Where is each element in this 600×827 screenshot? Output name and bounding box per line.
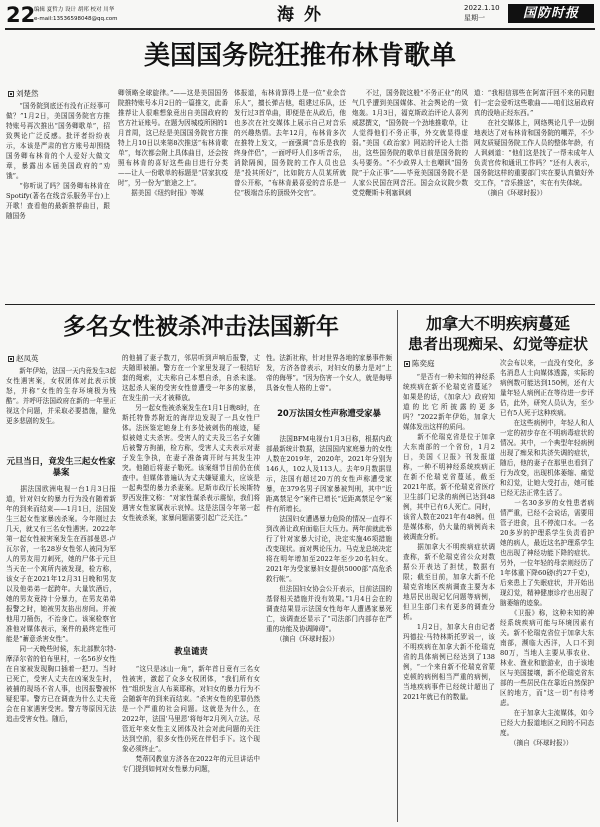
editors-email: e-mail:13536598048@qq.com xyxy=(34,16,118,22)
column-divider xyxy=(397,310,398,822)
article2-column1: 据法国欧洲电视一台1月3日报道，针对妇女的暴力行为没有随着新年的到来而结束——1月1日，法国发生三起女性家暴凶杀案。今年刚过去几天，就又有三名女性遇害。2022年第一起女性被害案发生在西部曼恩-卢瓦尔省，一名28岁女性邻人被同为军人的男友用刀刺死，她的尸体于元旦当天在一个寓所内被发现，检方称，该女子在2021年12月31日晚和男友以及他弟弟一起跨年。大量饮酒后，她的男友竟持十分暴力，在男友弟弟报警之时，她被男友掐出房间。并被他用刀捅伤，不治身亡。该案检察官准他对媒体表示，案件的最终定性可能是“蓄意杀害女性”。 同一天晚些时候，东北部默尔特-摩泽尔省的伯布里村，一名56岁女性在自家被发现胸口插着一把刀。当时已死亡，受害人丈夫在凶案发生时，被捕的现场不省人事，也因报警被怀疑犯罪。警方已在调查为什么丈夫竟会在自家遇害受害。警方等原因无法追击受害女性。随后， xyxy=(6,485,116,723)
article2-subhead-pope: 教皇谴责 xyxy=(174,646,208,656)
article2-subhead-newyear: 元旦当日，竟发生三起女性家暴案 xyxy=(6,456,116,477)
headline-canada-disease-line1: 加拿大不明疾病蔓延 xyxy=(425,314,570,333)
editors-credit: 编辑 夏哲力 设计 胡邦 校对 川华 xyxy=(34,7,115,13)
masthead-rule xyxy=(5,28,595,30)
article2-column3a: 性。法新社称，针对世界各地的家暴事件频发，方济各曾表示，对妇女的暴力是对“上帝的侮辱”。“因为伤害一个女人，就是侮辱具备女性人格的上帝”。 xyxy=(266,354,392,392)
article3-column1: “是否有一种未知的神经系统疾病在新不伦瑞克省蔓延？如果是的话，《加拿大》政府知道的比它所披露的更多吗？”2022新年伊始，加拿大媒体发出这样的质问。 新不伦瑞克省是位于加拿大东南部的一个省份，1月2日，美国《卫报》刊发报道称，一种不明神经系统疾病正在新不伦瑞克省蔓延，截至2021年底，新不伦瑞克省医疗卫生部门记录的病例已达到48例，其中已有6人死亡。同时，该省人数在2021年有48例。但是媒体称，仍大量的病例尚未被调查分析。 据加拿大不明疾病症状调查称，新不伦瑞克省公众对数据公开表达了担忧，数据有限；截至目前，加拿大新不伦瑞克省地区疾病调查主要为本地居民出现记忆问题等病例，但卫生部门未有更多的调查分析。 1月2日，加拿大自由记者玛德拉·马特林斯托罗说一，该不明疾病在加拿大新不伦瑞克省的具体病例已经达到了138例，“一个来自新不伦瑞克省蒙克顿的病例相当严重的病例，当地疾病事件已经统计超出了2021年就已有的数量。 xyxy=(403,373,495,701)
article3-column2: 次会布以来，一直没有变化，多名消息人士向媒体透露，实际的病例数可能达到150例，还有大量年轻人病例正在等待进一步评估，此外，研究人员认为，至少已有5人死于这种疾病。 在这些病例中，年轻人和人一定的初步存在不明病毒症状的情况。其中，一个典型年轻病例出现了痴呆和共济失调的症状，随后，他的妻子在那里也看到了行为改变，出现机体萎缩、痛觉和幻觉，让她大受打击，她可能已经无法正常生活了。 一名30多岁的女性患者病情严重，已经不会说话，需要用管子进食，且不停流口水。一名20多岁的护理系学生负责看护她的病人，最近这名护理系学生也出现了神经功能下降的症状。另外，一位年轻的母亲则经历了1年体重下降60磅(约27千克)，后来患上了失眠症状，并开始出现幻觉，精神健康诊疗也出现了脑萎缩的迹象。 《卫报》称，这种未知的神经系统疾病可能与环境因素有关。新不伦瑞克省位于加拿大东南部，濒临大西洋，人口不到80万，当地人主要从事农业、林业、渔业和旅游业，由于该地区与美国接壤，新不伦瑞克省东部的一些居民住在靠近自然保护区的地方，而“这一切”有待考虑。 在于加拿大主流媒体，如今已经大力报道地区之间的不同态度。 （摘自《环球时报》） xyxy=(500,359,594,747)
article2-column2b: “这只是冰山一角”，新年首日竟有三名女性被害，激起了众多女权团体，“我们所有女性”组织发言人布莱耶称，对妇女的暴力行为不会随新年的到来而结束。“杀害女性的犯罪仍然是一个严重的社会问题。这就是为什么，在2022年，法国‘马里恩’将每年2月列入立法。尽管近年来女性主义团体及社会对此问题的关注达到空前，很多女性仍死在伴侣手下。这个现象必须终止”。 梵蒂冈教皇方济各在2022年的元旦讲话中专门提到如何对女性暴力问题， xyxy=(122,665,260,773)
byline-article3 xyxy=(404,358,435,369)
newspaper-logo xyxy=(508,4,594,23)
byline-icon xyxy=(8,356,14,362)
page-number: 22 xyxy=(6,3,36,27)
newspaper-name: 国防时报 xyxy=(522,6,579,21)
byline-name: 陈奕庭 xyxy=(412,359,435,368)
article1-column5: 道：“我相信那些在阿富汗回不来的同胞们一定会爱听这些歌曲——咱们这届政府真的没啥正经东西。” 在社交媒体上，网络舆论几乎一边倒地表达了对布林肯和国务院的嘲弄，不少网友质疑国务院工作人员的整体年龄，有人讽刺道：“他们这是找了一帮未成年人负责官传和通讯工作吗？”还有人表示，国务院这样的重要部门实在要认真做好外交工作，“音乐推送”，实在有失体统。 （摘自《环球时报》） xyxy=(474,89,594,197)
byline-name: 刘楚然 xyxy=(16,89,39,98)
headline-state-dept-playlist: 美国国务院狂推布林肯歌单 xyxy=(143,41,456,71)
section-divider xyxy=(5,304,595,305)
byline-name: 赵凤英 xyxy=(16,354,39,363)
byline-icon xyxy=(404,361,410,367)
byline-icon xyxy=(8,91,14,97)
article1-column4: 不过，国务院这般“不务正业”的风气几乎遭到美国媒体、社会舆论的一致炮轰。1月3日，福克斯政治评论人喜列威瑟撰文，“国务院一个劲地推歌单，让人觉得他们不务正事，外交就显得虚弱。”美国《政治家》网站的评论人士指出，这些国务院的歌单目前是国务院的头号要务。“不少政界人士也嘲讽“国务院”于众正事”——毕竟美国国务院不是人家公民国在网音汪。国会众议院少数党党鞭斯卡利塞讽刺 xyxy=(352,89,468,197)
article2-intro: 新年伊始，法国一天内竟发生3起女性遇害案，女权团体对此表示愤怒，并称“女性的生存环境极为残酷”。并呼吁法国政府在新的一年里正视这个问题，并采取必要措施，避免更多悲剧的发生。 xyxy=(6,367,116,425)
article2-column3b: 法国BFM电视台1月3日称，根据内政部最新统计数据，法国国内家庭暴力的女性人数在2019年，2020年，2021年分别为146人，102人及113人。去年9月数据显示，法国有超过20万的女性声称遭受家暴，在379名男子因家暴被判刑，其中“近距离禁足令”案件已增长“近距离禁足令”案件有所增长。 法国妇女遭遇暴力危险的情况一直得不到改善让政府面临巨大压力。两年前就此举行了针对家暴大讨论，决定实施46项措施改变现状。面对舆论压力。马克龙总统决定将在明年增加至2022年至少20名妇女。2021年为受家暴妇女提供5000部“高危杀救行帐”。 但法国妇女协会公开表示，目前法国的基督相关措施并没有效果。”1月4日会在的调查结果显示法国女性每年人遭遇家暴死亡，该调查还显示了“司法部门内部存在严重的功能及协调障碍”。 （摘自《环球时报》） xyxy=(266,435,392,643)
byline-article2 xyxy=(8,353,39,364)
article1-column2: 卿领略全球旋律。”——这是美国国务院推特账号本月2日的一篇推文，此番推荐让人很难想象竟出自美国政府的官方社证账号。在题为因城疫所困的1月首周，这已经是美国国务院官方推特上月10日以来第8次推送“布林肯歌单”，每次都会附上具体曲目，还会按照布林肯的喜好这些曲目进行分类——让人一份歌单的标题是“居家抗疫时”，另一份为“旅途之上”。 据美国《纽约时报》等媒 xyxy=(118,89,228,197)
byline-article1 xyxy=(8,88,39,99)
issue-date: 2022.1.10 xyxy=(464,4,500,12)
headline-canada-disease-line2: 患者出现痴呆、幻觉等症状 xyxy=(407,335,588,353)
article1-column1: “国务院到底还有没有正经事可做？”1月2日，美国国务院官方推特账号再次推出“国务卿歌单”，招致舆论广泛反感。批评者纷纷表示，本该是严肃的官方账号却围绕国务卿布林肯的个人爱好大做文章，暴露出本届美国政府的“劝饿”。 “你听说了吗？国务卿布林肯在Spotify(著名在线音乐服务平台)上开歌！查看他的最新推荐曲目，跟随国务 xyxy=(6,102,110,220)
section-title: 海 外 xyxy=(277,5,323,25)
issue-weekday: 星期一 xyxy=(464,14,485,22)
article1-column3: 体报道，布林肯算得上是一位“业余音乐人”，擅长弹吉他，组建过乐队，还发行过3首单曲，即便是在从政后，他也多次在社交媒体上展示自己对音乐的兴趣热情。去年12月，布林肯多次在推特上发文，一面强调“音乐是我的终身伴侣”，一面呼吁人们多听音乐，消除隔阂，国务院的工作人员也总是“投其所好”，比如院方人员某所就曾公开称，“布林肯最喜爱的音乐是一位“极端音乐的顶级外交官”。 xyxy=(234,89,346,197)
headline-france-femicides: 多名女性被杀冲击法国新年 xyxy=(63,314,339,340)
article2-column2: 的他捕了妻子数刀，邻居听到声响后报警，丈夫随即被捕。警方在一个家里发现了一根结好套的绳索，丈夫称自己本想自杀，自杀未遂。这起杀人案的受害女性曾遭受一年多的家暴，在发生前一天才被释放。 另一起女性被杀案发生在1月1日晚8时，在斯托特鲁苏附近的海岸边发现了一具女性尸体。法医鉴定她身上有多处被刺伤的痕迹，疑似被她丈夫杀害。受害人的丈夫及三名子女随后被警方拘捕，检方称，受害人丈夫表示对妻子发生争执，在妻子准备离开时与其发生冲突。他随后将妻子勒死。该案细节目前仍在侦查中。但媒体普遍认为丈夫嫌疑重大，应该是一起典型的暴力杀妻案。尼斯市政厅长埃斯特罗西发推文称：“对家性谋杀表示震惊，我们将遇害女性家属表示哀悼。这是法国今年第一起女性被杀案，家暴问题需要引起广泛关注。” xyxy=(122,354,260,522)
article2-subhead-200k: 20万法国女性声称遭受家暴 xyxy=(277,408,381,418)
